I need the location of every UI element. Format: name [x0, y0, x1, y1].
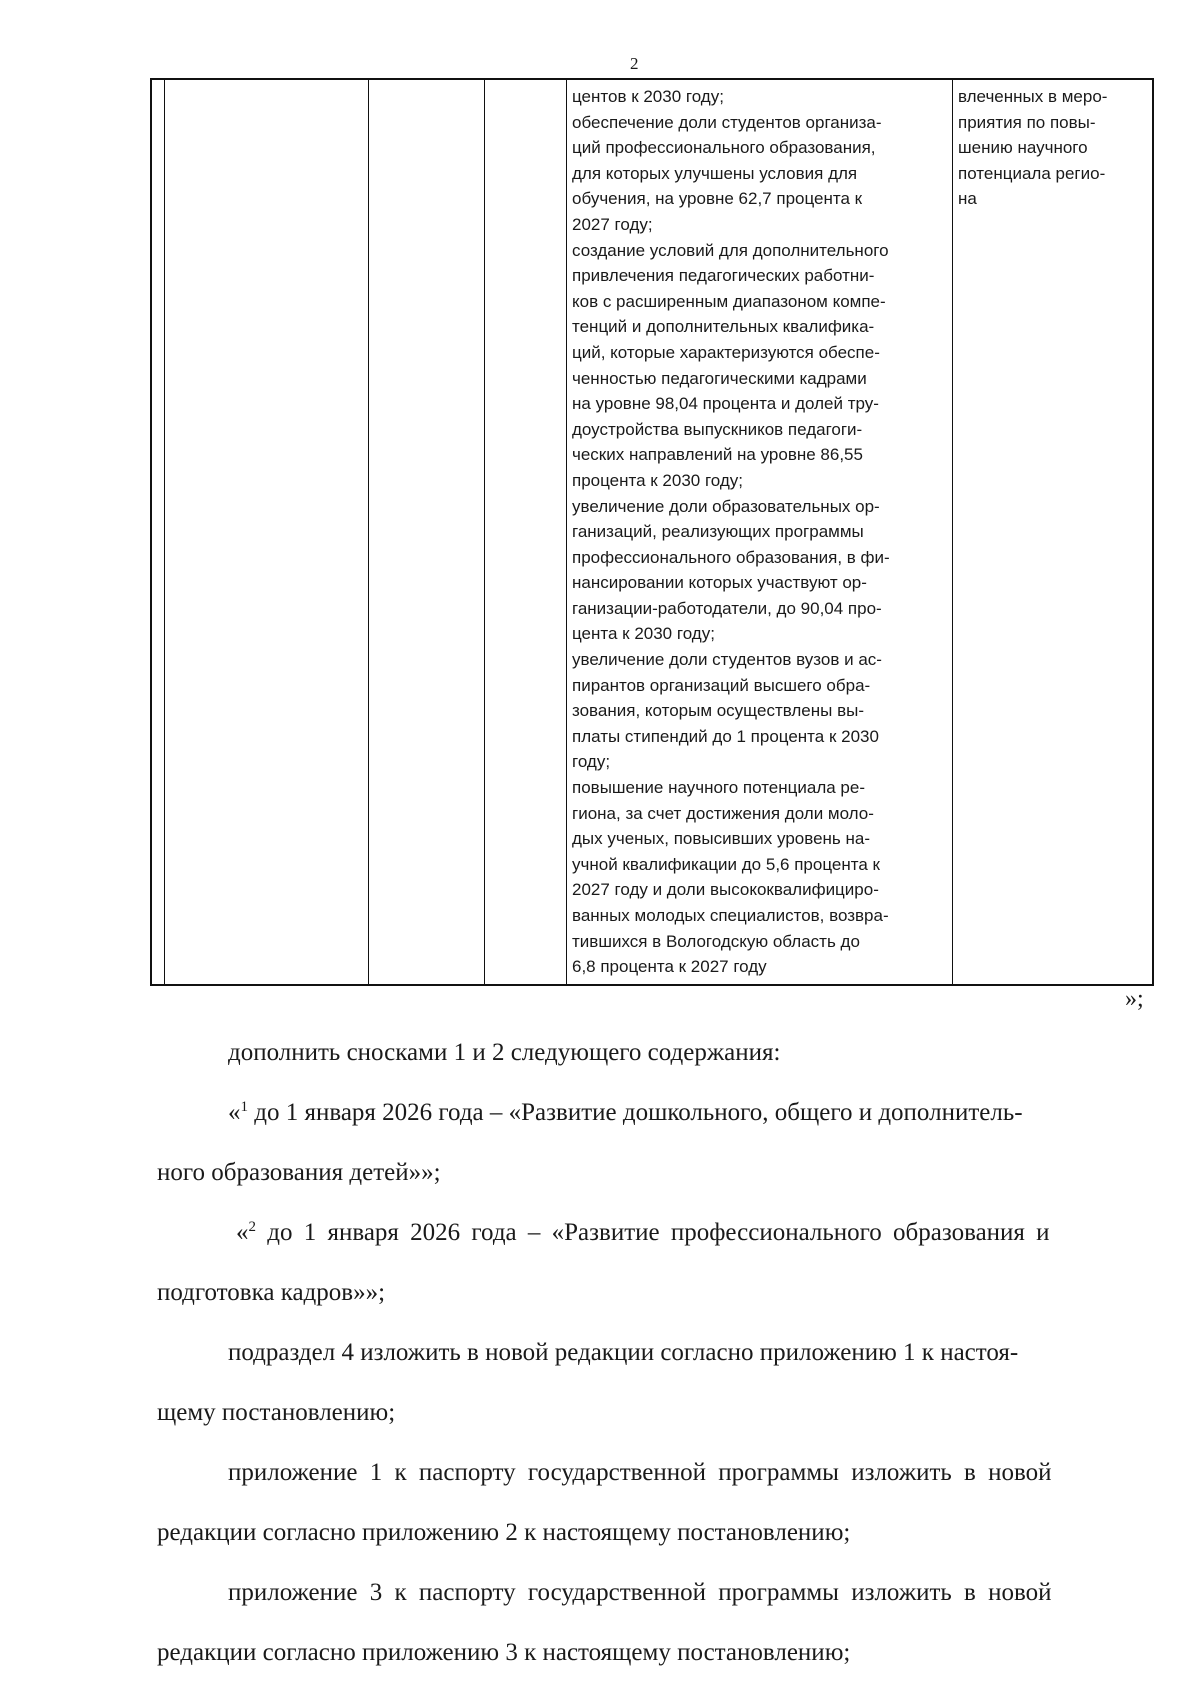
cell-text-line: обеспечение доли студентов организа- [572, 112, 882, 132]
table-column-divider [368, 80, 369, 984]
cell-text-line: шению научного [958, 138, 1088, 158]
table-cell-description [572, 84, 957, 980]
cell-text-line: пирантов организаций высшего обра- [572, 675, 871, 695]
paragraph-line: щему постановлению; [157, 1399, 396, 1426]
paragraph-line: подраздел 4 изложить в новой редакции согласно приложению 1 к настоя- [228, 1339, 1019, 1366]
cell-text-line: привлечения педагогических работни- [572, 266, 875, 286]
page-number: 2 [630, 54, 639, 73]
cell-text-line: ческих направлений на уровне 86,55 [572, 445, 863, 465]
paragraph-line: редакции согласно приложению 3 к настоящему постановлению; [157, 1639, 851, 1666]
paragraph-line: дополнить сносками 1 и 2 следующего содержания: [228, 1039, 781, 1066]
data-table [150, 78, 1154, 986]
cell-text-line: 6,8 процента к 2027 году [572, 957, 767, 977]
table-column-divider [566, 80, 567, 984]
table-column-divider [484, 80, 485, 984]
cell-text-line: повышение научного потенциала ре- [572, 778, 866, 798]
cell-text-line: центов к 2030 году; [572, 87, 724, 106]
cell-text-line: ченностью педагогическими кадрами [572, 368, 867, 388]
cell-text-line: потенциала регио- [958, 163, 1106, 183]
cell-text-line: увеличение доли образовательных ор- [572, 496, 880, 516]
cell-text-line: ций, которые характеризуются обеспе- [572, 342, 880, 362]
paragraph-line: приложение 1 к паспорту государственной программы изложить в новой [228, 1459, 1052, 1486]
cell-text-line: цента к 2030 году; [572, 624, 715, 644]
cell-text-line: нансировании которых участвуют ор- [572, 573, 867, 593]
cell-text-line: ганизаций, реализующих программы [572, 522, 864, 542]
cell-text-line: году; [572, 752, 611, 772]
cell-text-line: тившихся в Вологодскую область до [572, 931, 860, 951]
footnote-marker: 1 [240, 1099, 248, 1115]
cell-text-line: обучения, на уровне 62,7 процента к [572, 189, 863, 209]
cell-text-line: доустройства выпускников педагоги- [572, 419, 863, 439]
cell-text-line: зования, которым осуществлены вы- [572, 701, 864, 721]
paragraph-line: приложение 3 к паспорту государственной программы изложить в новой [228, 1579, 1052, 1606]
cell-text-line: ванных молодых специалистов, возвра- [572, 906, 889, 925]
paragraph-line: редакции согласно приложению 2 к настоящему постановлению; [157, 1519, 851, 1546]
cell-text-line: дых ученых, повысивших уровень на- [572, 829, 871, 849]
cell-text-line: создание условий для дополнительного [572, 240, 889, 260]
cell-text-line: на уровне 98,04 процента и долей тру- [572, 394, 879, 414]
table-column-divider [164, 80, 165, 984]
cell-text-line: ков с расширенным диапазоном компе- [572, 291, 886, 311]
paragraph-line: ного образования детей»»; [157, 1159, 441, 1186]
cell-text-line: процента к 2030 году; [572, 470, 744, 490]
cell-text-line: влеченных в меро- [958, 87, 1108, 106]
cell-text-line: тенций и дополнительных квалифика- [572, 317, 875, 337]
cell-text-line: ганизации-работодатели, до 90,04 про- [572, 598, 882, 618]
cell-text-line: 2027 году и доли высококвалифициро- [572, 880, 879, 900]
paragraph-line: «$^2$ до 1 января 2026 года – «Развитие профессионального образования и [236, 1219, 1050, 1246]
cell-text-line: для которых улучшены условия для [572, 163, 858, 183]
cell-text-line: гиона, за счет достижения доли моло- [572, 803, 874, 823]
footnote-marker: 2 [248, 1219, 256, 1235]
closing-quote: »; [1125, 986, 1144, 1012]
table-cell-note [958, 84, 1150, 212]
paragraph-line: подготовка кадров»»; [157, 1279, 386, 1306]
cell-text-line: на [958, 189, 977, 209]
cell-text-line: ций профессионального образования, [572, 138, 876, 158]
cell-text-line: приятия по повы- [958, 112, 1096, 132]
cell-text-line: 2027 году; [572, 214, 653, 234]
cell-text-line: учной квалификации до 5,6 процента к [572, 854, 880, 874]
cell-text-line: платы стипендий до 1 процента к 2030 [572, 726, 879, 746]
cell-text-line: увеличение доли студентов вузов и ас- [572, 650, 882, 670]
cell-text-line: профессионального образования, в фи- [572, 547, 890, 567]
paragraph-line: «$^1$ до 1 января 2026 года – «Развитие дошкольного, общего и дополнитель- [228, 1099, 1023, 1126]
